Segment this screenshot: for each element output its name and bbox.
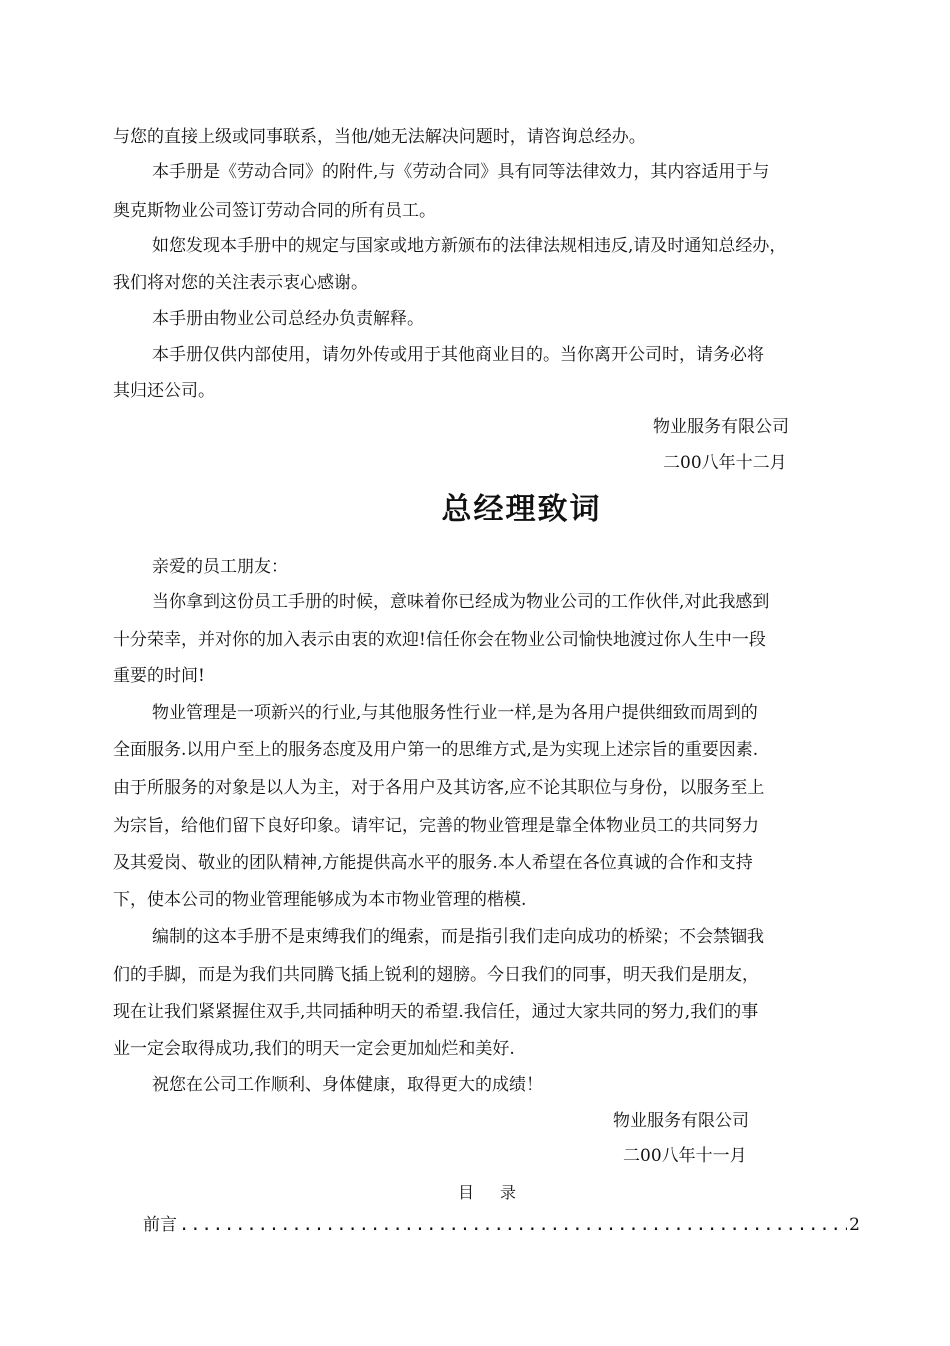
preface-line-3: 奥克斯物业公司签订劳动合同的所有员工。 xyxy=(113,201,436,221)
letter-line-11: 编制的这本手册不是束缚我们的绳索，而是指引我们走向成功的桥梁；不会禁锢我 xyxy=(152,927,764,947)
toc-heading-char-1: 目 xyxy=(458,1183,475,1202)
preface-signature-date: 二00八年十二月 xyxy=(663,453,787,473)
preface-line-7: 本手册仅供内部使用，请勿外传或用于其他商业目的。当你离开公司时，请务必将 xyxy=(152,345,764,365)
letter-line-6: 全面服务.以用户至上的服务态度及用户第一的思维方式,是为实现上述宗旨的重要因素. xyxy=(113,740,759,760)
preface-line-2: 本手册是《劳动合同》的附件,与《劳动合同》具有同等法律效力，其内容适用于与 xyxy=(152,162,770,182)
letter-line-15: 祝您在公司工作顺利、身体健康，取得更大的成绩！ xyxy=(152,1075,543,1095)
preface-line-6: 本手册由物业公司总经办负责解释。 xyxy=(152,309,424,329)
preface-line-4: 如您发现本手册中的规定与国家或地方新颁布的法律法规相违反,请及时通知总经办， xyxy=(152,236,787,256)
toc-entry-page: 2 xyxy=(849,1215,860,1235)
preface-line-1: 与您的直接上级或同事联系，当他/她无法解决问题时，请咨询总经办。 xyxy=(113,127,646,147)
toc-heading xyxy=(458,1181,516,1205)
letter-line-14: 业一定会取得成功,我们的明天一定会更加灿烂和美好. xyxy=(113,1039,515,1059)
letter-line-9: 及其爱岗、敬业的团队精神,方能提供高水平的服务.本人希望在各位真诚的合作和支持 xyxy=(113,853,753,873)
toc-entry[interactable] xyxy=(143,1212,860,1238)
letter-line-13: 现在让我们紧紧握住双手,共同插种明天的希望.我信任，通过大家共同的努力,我们的事 xyxy=(113,1002,759,1022)
letter-line-2: 当你拿到这份员工手册的时候，意味着你已经成为物业公司的工作伙伴,对此我感到 xyxy=(152,592,770,612)
preface-signature-company: 物业服务有限公司 xyxy=(653,417,789,437)
letter-line-4: 重要的时间! xyxy=(113,666,205,686)
letter-line-7: 由于所服务的对象是以人为主，对于各用户及其访客,应不论其职位与身份，以服务至上 xyxy=(113,778,765,798)
toc-leader-dots xyxy=(179,1212,847,1238)
letter-title: 总经理致词 xyxy=(441,492,602,527)
letter-line-5: 物业管理是一项新兴的行业,与其他服务性行业一样,是为各用户提供细致而周到的 xyxy=(152,703,758,723)
letter-line-10: 下，使本公司的物业管理能够成为本市物业管理的楷模. xyxy=(113,890,527,910)
toc-heading-char-2: 录 xyxy=(500,1183,517,1202)
letter-line-1: 亲爱的员工朋友： xyxy=(152,557,288,577)
letter-line-3: 十分荣幸，并对你的加入表示由衷的欢迎!信任你会在物业公司愉快地渡过你人生中一段 xyxy=(113,630,766,650)
letter-line-8: 为宗旨，给他们留下良好印象。请牢记，完善的物业管理是靠全体物业员工的共同努力 xyxy=(113,816,759,836)
toc-entry-label[interactable]: 前言 xyxy=(143,1215,177,1235)
preface-line-8: 其归还公司。 xyxy=(113,381,215,401)
preface-line-5: 我们将对您的关注表示衷心感谢。 xyxy=(113,273,368,293)
letter-line-12: 们的手脚，而是为我们共同腾飞插上锐利的翅膀。今日我们的同事，明天我们是朋友， xyxy=(113,965,759,985)
letter-signature-company: 物业服务有限公司 xyxy=(613,1111,749,1131)
letter-signature-date: 二00八年十一月 xyxy=(623,1146,747,1166)
